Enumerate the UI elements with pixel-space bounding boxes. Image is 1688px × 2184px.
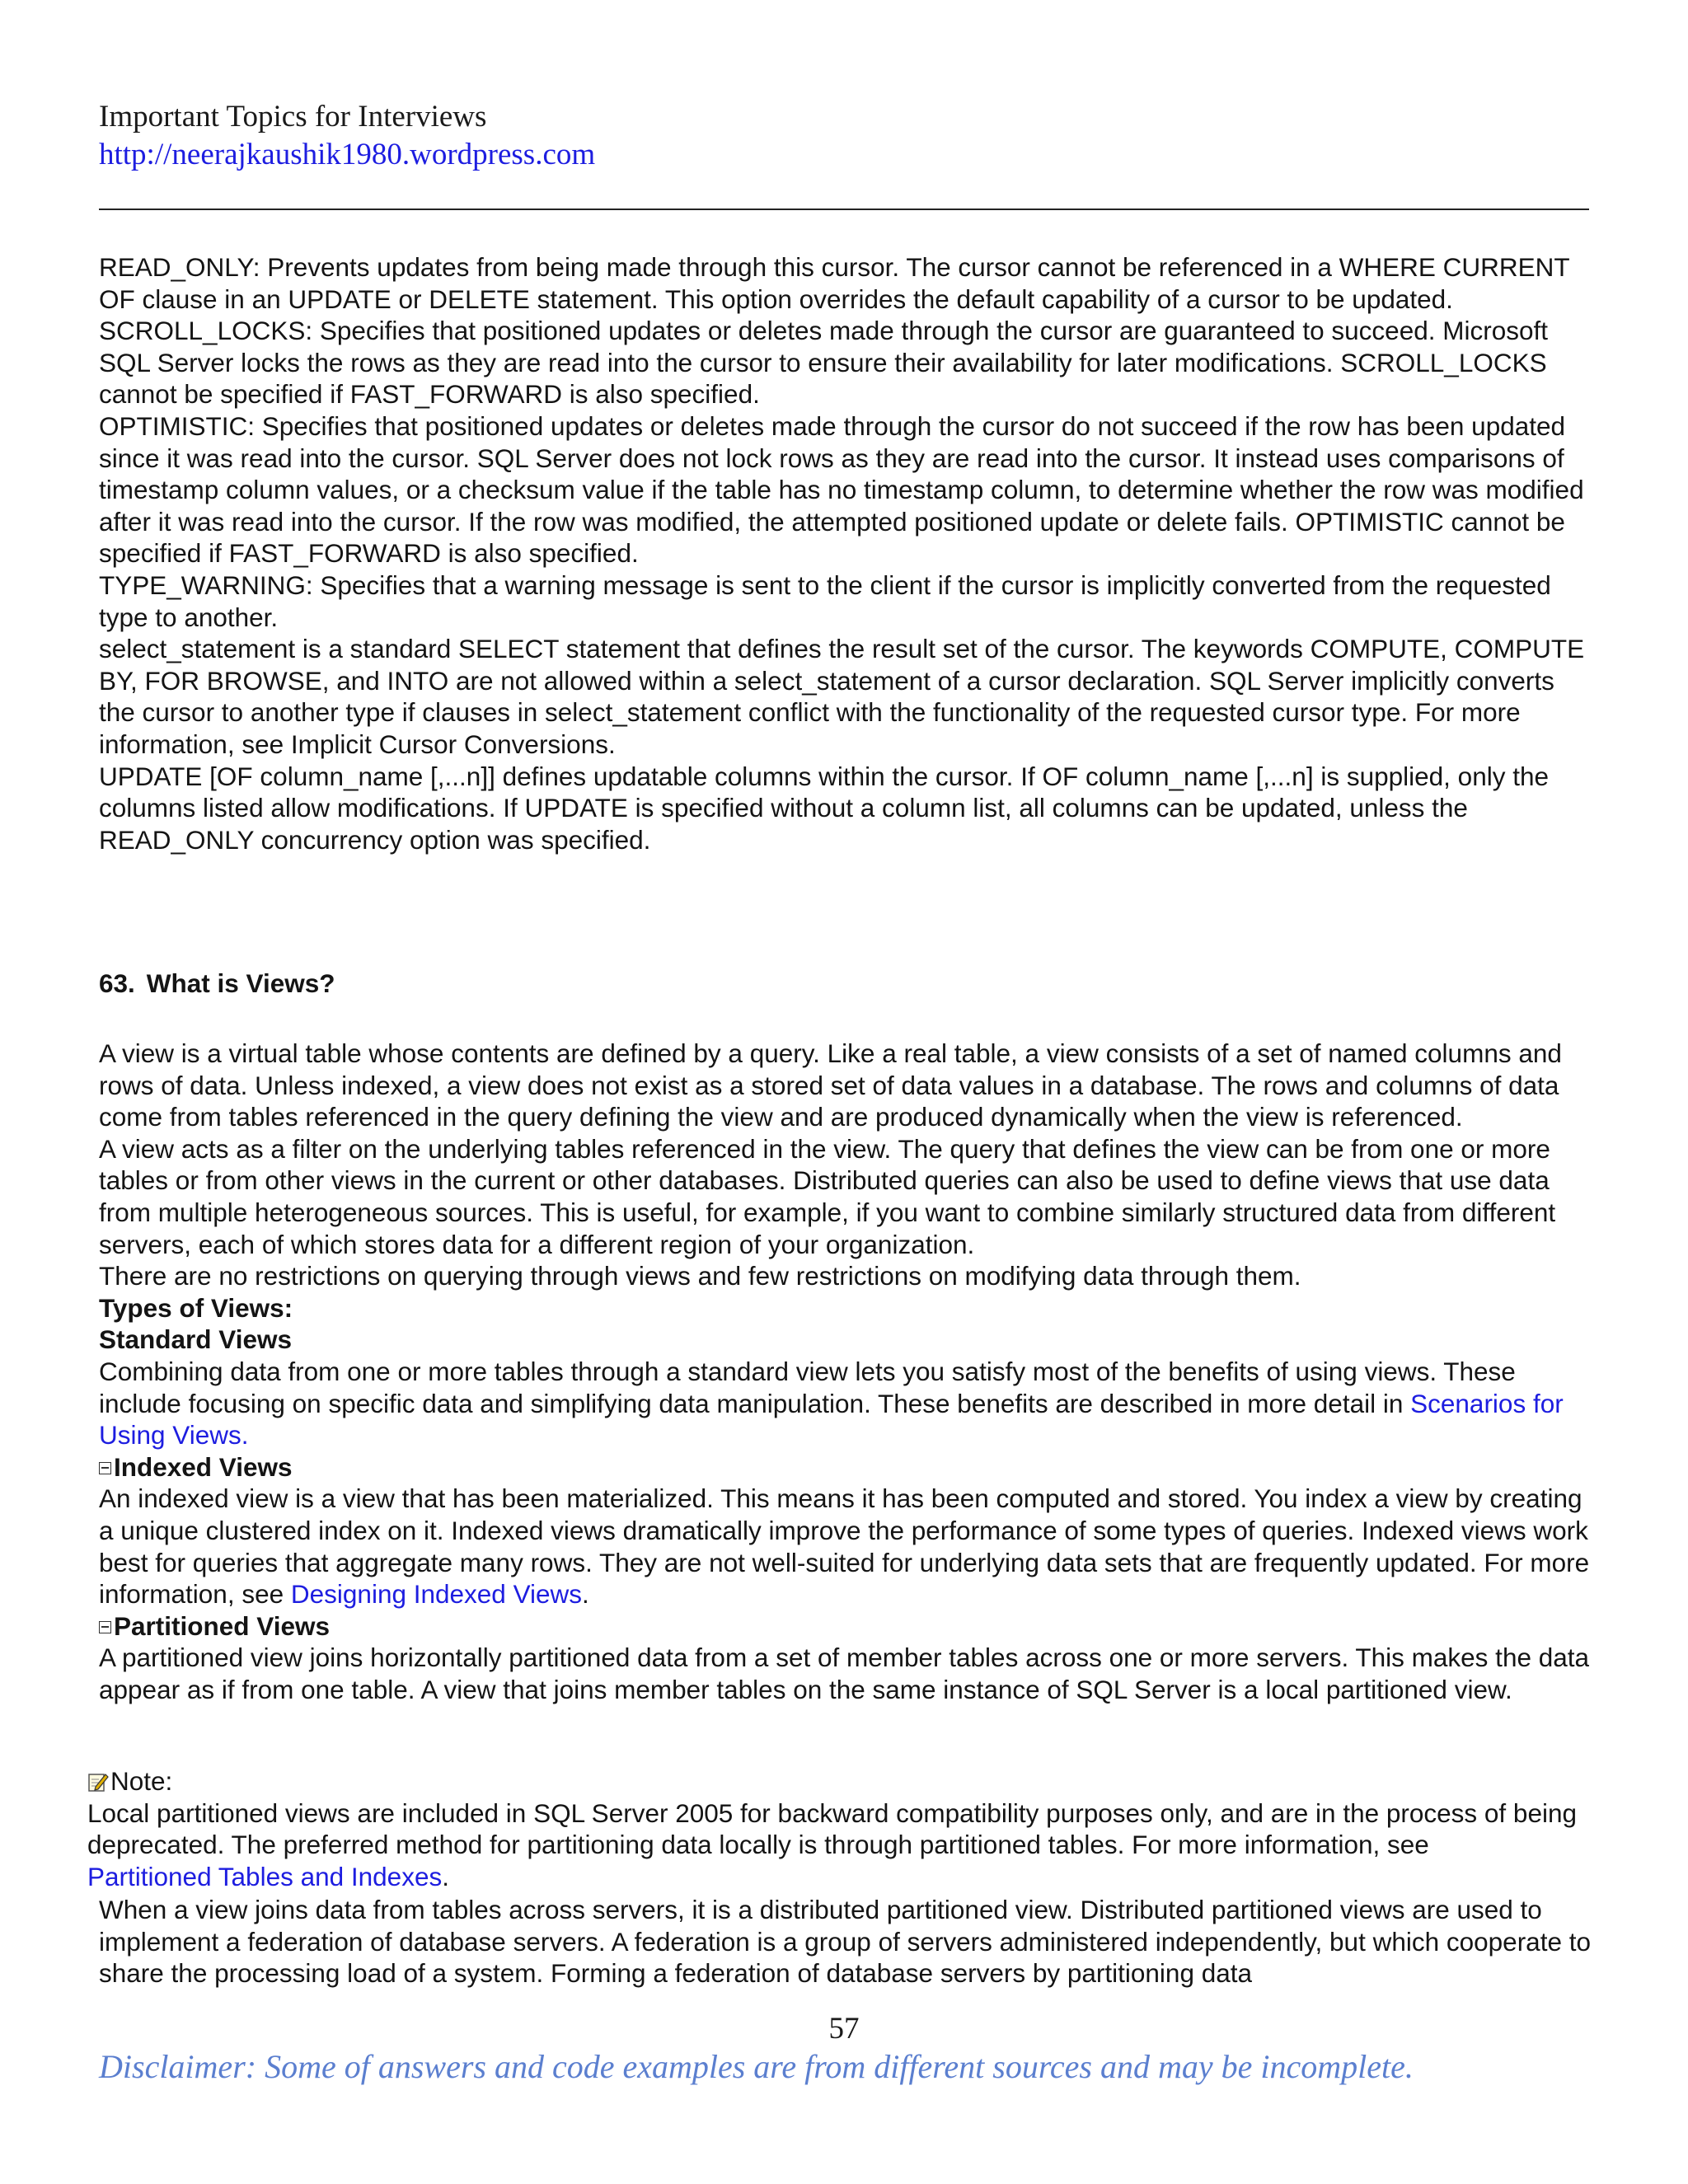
- indexed-views-heading-row: [99, 1451, 1595, 1483]
- page-number: 57: [828, 2012, 860, 2046]
- standard-views-suffix: .: [241, 1420, 249, 1451]
- note-suffix: .: [442, 1861, 449, 1891]
- collapse-icon[interactable]: [99, 1621, 111, 1633]
- distributed-views-paragraph: When a view joins data from tables across servers, it is a distributed partitioned view. Distributed partitioned views are used to implement a federation of database servers. A federation is a group of servers administered independently, but which cooperate to share the processing load of a system. Forming a federation of database servers by partitioning data: [99, 1895, 1591, 1989]
- header-title: Important Topics for Interviews: [99, 100, 487, 134]
- views-section: [99, 1038, 1595, 1705]
- views-intro-paragraph: A view acts as a filter on the underlying tables referenced in the view. The query that defines the view can be from one or more tables or from other views in the current or other databases. Distributed queries can also be used to define views that use data from multiple heterogeneous sources. This is useful, for example, if you want to combine similarly structured data from different servers, each of which stores data for a different region of your organization.: [99, 1133, 1556, 1259]
- standard-views-heading: Standard Views: [99, 1324, 293, 1355]
- standard-views-paragraph: [99, 1356, 1595, 1451]
- views-intro-paragraph: A view is a virtual table whose contents are defined by a query. Like a real table, a view consists of a set of named columns and rows of data. Unless indexed, a view does not exist as a stored set of data values in a database. The rows and columns of data come from tables referenced in the query defining the view and are produced dynamically when the view is referenced.: [99, 1038, 1562, 1132]
- header-divider: [99, 209, 1589, 210]
- standard-views-text: Combining data from one or more tables through a standard view lets you satisfy most of the benefits of using views. These include focusing on specific data and simplifying data manipulation. These benefits are described in more detail in: [99, 1356, 1516, 1418]
- views-intro-paragraph: There are no restrictions on querying through views and few restrictions on modifying data through them.: [99, 1261, 1301, 1291]
- partitioned-views-heading-row: [99, 1610, 1595, 1643]
- types-heading: Types of Views:: [99, 1292, 293, 1323]
- partitioned-tables-link[interactable]: Partitioned Tables and Indexes: [87, 1861, 443, 1891]
- indexed-views-paragraph: [99, 1483, 1595, 1610]
- note-paragraph: [87, 1797, 1604, 1893]
- note-block: [87, 1765, 1604, 1892]
- partitioned-views-heading: Partitioned Views: [114, 1610, 330, 1641]
- option-scroll-locks: SCROLL_LOCKS: Specifies that positioned updates or deletes made through the cursor are guaranteed to succeed. Microsoft SQL Server locks the rows as they are read into the cursor to ensure their availability for later modifications. SCROLL_LOCKS cannot be specified if FAST_FORWARD is also specified.: [99, 316, 1549, 410]
- collapse-icon[interactable]: [99, 1462, 111, 1474]
- note-text: Local partitioned views are included in SQL Server 2005 for backward compatibility purposes only, and are in the process of being deprecated. The preferred method for partitioning data locally is through partitioned tables. For more information, see: [87, 1797, 1578, 1860]
- designing-indexed-views-link[interactable]: Designing Indexed Views: [290, 1579, 583, 1610]
- option-type-warning: TYPE_WARNING: Specifies that a warning message is sent to the client if the cursor is implicitly converted from the requested type to another.: [99, 569, 1551, 632]
- header-url-link[interactable]: http://neerajkaushik1980.wordpress.com: [99, 138, 596, 171]
- option-read-only: READ_ONLY: Prevents updates from being made through this cursor. The cursor cannot be referenced in a WHERE CURRENT OF clause in an UPDATE or DELETE statement. This option overrides the default capability of a cursor to be updated.: [99, 252, 1570, 314]
- note-pencil-icon: [87, 1768, 109, 1789]
- indexed-views-suffix: .: [582, 1579, 589, 1610]
- note-label: Note:: [110, 1766, 173, 1796]
- option-select-statement: select_statement is a standard SELECT statement that defines the result set of the cursor. The keywords COMPUTE, COMPUTE BY, FOR BROWSE, and INTO are not allowed within a select_statement of a cursor declaration. SQL Server implicitly converts the cursor to another type if clauses in select_statement conflict with the functionality of the requested cursor type. For more information, see Implicit Cursor Conversions.: [99, 634, 1585, 759]
- indexed-views-heading: Indexed Views: [114, 1451, 293, 1482]
- partitioned-views-paragraph: A partitioned view joins horizontally partitioned data from a set of member tables across one or more servers. This makes the data appear as if from one table. A view that joins member tables on the same instance of SQL Server is a local partitioned view.: [99, 1643, 1590, 1704]
- note-label-row: [87, 1765, 1604, 1797]
- question-heading: [99, 968, 335, 999]
- scenarios-link[interactable]: Scenarios for Using Views: [99, 1388, 1564, 1451]
- disclaimer: Disclaimer: Some of answers and code examples are from different sources and may be incomplete.: [99, 2048, 1414, 2085]
- distributed-views-section: [99, 1894, 1595, 1990]
- question-number: 63.: [99, 968, 135, 998]
- indexed-views-text: An indexed view is a view that has been materialized. This means it has been computed and stored. You index a view by creating a unique clustered index on it. Indexed views dramatically improve the performance of some types of queries. Indexed views work best for queries that aggregate many rows. They are not well-suited for underlying data sets that are frequently updated. For more information, see: [99, 1483, 1590, 1610]
- option-update: UPDATE [OF column_name [,...n]] defines updatable columns within the cursor. If OF column_name [,...n] is supplied, only the columns listed allow modifications. If UPDATE is specified without a column list, all columns can be updated, unless the READ_ONLY concurrency option was specified.: [99, 761, 1550, 855]
- cursor-options-section: [99, 251, 1595, 855]
- question-title: What is Views?: [146, 968, 335, 998]
- option-optimistic: OPTIMISTIC: Specifies that positioned updates or deletes made through the cursor do not succeed if the row has been updated since it was read into the cursor. SQL Server does not lock rows as they are read into the cursor. It instead uses comparisons of timestamp column values, or a checksum value if the table has no timestamp column, to determine whether the row was modified after it was read into the cursor. If the row was modified, the attempted positioned update or delete fails. OPTIMISTIC cannot be specified if FAST_FORWARD is also specified.: [99, 410, 1584, 569]
